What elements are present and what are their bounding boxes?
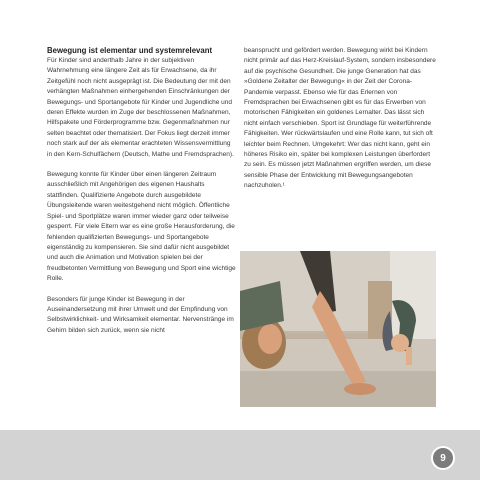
adult-face — [258, 324, 282, 354]
carpet-shadow — [240, 371, 436, 407]
paragraph-3: Besonders für junge Kinder ist Bewegung in der Auseinandersetzung mit ihrer Umwelt und der Empfindung von Selbstwirklichkeit- und Wirksamkeit elementar. Nervenstränge im Gehirn bilden sich zurück, wenn sie nicht — [47, 295, 234, 334]
footer-band — [0, 430, 480, 480]
page-number-badge — [431, 446, 455, 470]
page-number: 9 — [440, 452, 446, 464]
paragraph-1: Für Kinder sind anderthalb Jahre in der subjektiven Wahrnehmung eine längere Zeit als für Erwachsene, da ihr Zeitgefühl noch nicht ausgeprägt ist. Die Bedeutung der mit den verhängten Maßnahmen einhergehenden Einschränkungen der Bewegungs- und Sportangebote für Kinder und Jugendliche und deren Effekte wurden im Zuge der beschlossenen Maßnahmen, Hilfspakete und Förderprogramme bzw. Gegenmaßnahmen nur selten beachtet oder thematisiert. Der Fokus liegt derzeit immer noch stark auf der als elementar erachteten Wissensvermittlung in den Kern-Schulfächern (Deutsch, Mathe und Fremdsprachen). — [47, 57, 234, 158]
left-text-column — [47, 46, 237, 336]
paragraph-2: Bewegung konnte für Kinder über einen längeren Zeitraum ausschließlich mit Angehörigen des eigenen Haushalts stattfinden. Qualifizierte Angebote durch ausgebildete Übungsleitende waren weitestgehend nicht möglich. Öffentliche Spiel- und Sportplätze waren immer wieder ganz oder teilweise gesperrt. Für viele Eltern war es eine große Herausforderung, die fehlenden qualifizierten Bewegungs- und Sportangebote eigenständig zu kompensieren. Sie sind dafür nicht ausgebildet und auch die Animation und Motivation spielen bei der freudbetonten Vermittlung von Bewegung und Sport eine wichtige Rolle. — [47, 171, 236, 283]
adult-foot — [344, 383, 376, 395]
paragraph-continued: beansprucht und gefördert werden. Bewegung wirkt bei Kindern nicht primär auf das Herz-Kreislauf-System, sondern insbesondere auf die psychische Gesundheit. Die junge Generation hat das »Goldene Zeitalter der Bewegung« in der Zeit der Corona-Pandemie verpasst. Ebenso wie für das Erlernen von Fremdsprachen bei Erwachsenen gibt es für das Erwerben von motorischen Fähigkeiten ein goldenes Lernalter. Das lässt sich nicht einfach verschieben. Sport ist Grundlage für weiterführende Fähigkeiten. Wer rückwärtslaufen und eine Rolle kann, tut sich oft leichter beim Rechnen. Umgekehrt: Wer das nicht kann, geht ein höheres Risiko ein, später bei komplexen Leistungen überfordert zu sein. Es müssen jetzt Maßnahmen ergriffen werden, um diese sensible Phase der Entwicklung mit Bewegungsangeboten nachzuholen.¹ — [244, 47, 436, 190]
right-text-column — [244, 46, 436, 192]
photo-illustration — [240, 251, 436, 407]
child-arm — [406, 347, 412, 365]
family-stretching-photo — [240, 251, 436, 407]
section-heading: Bewegung ist elementar und systemrelevant — [47, 46, 213, 55]
